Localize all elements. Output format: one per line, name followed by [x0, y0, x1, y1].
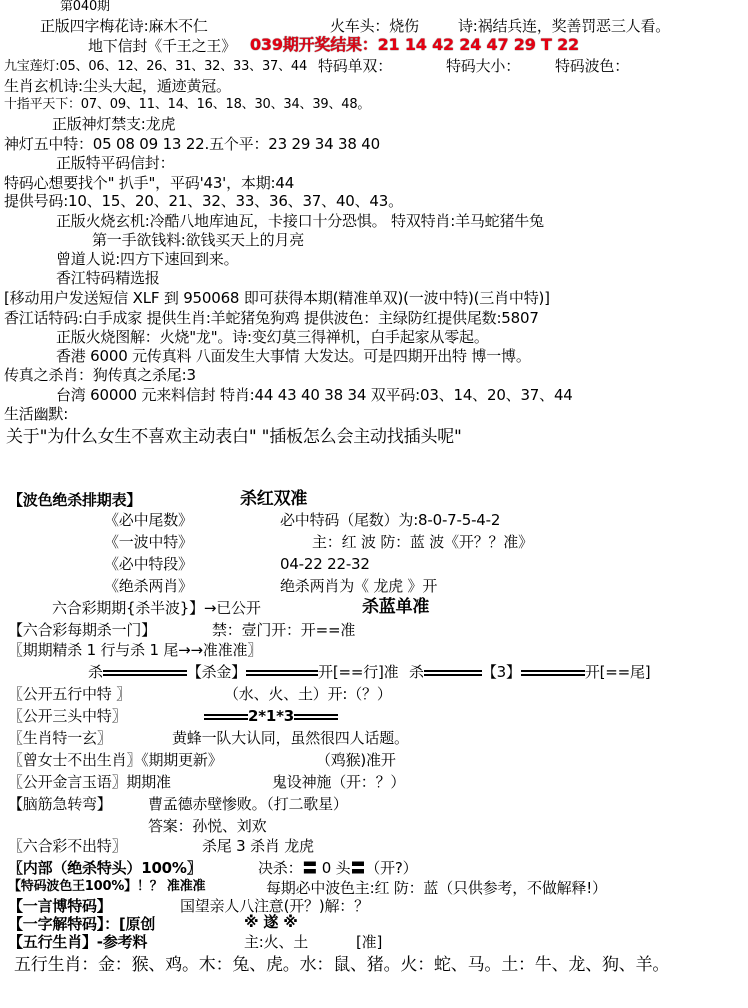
- size-label: 特码大小：: [446, 57, 521, 75]
- one-word-bet-value: 国望亲人八注意(开？)解：？: [180, 897, 369, 915]
- taiwan-envelope: 台湾 60000 元来料信封 特肖:44 43 40 38 34 双平码:03、14、20、37、44: [56, 386, 573, 404]
- three-heads-value: 2*1*3: [204, 708, 338, 725]
- draw-result-banner: 039期开奖结果：21 14 42 24 47 29 T 22: [250, 35, 579, 54]
- three-heads-title: 〖公开三头中特〗: [8, 707, 127, 725]
- five-zodiac-accurate: [准]: [356, 933, 383, 951]
- wave-value: 主：红 波 防：蓝 波《开？？准》: [312, 533, 533, 551]
- half-wave-line: 六合彩期期{杀半波}】→已公开: [52, 599, 261, 617]
- internal-kill-value: 决杀：〓 0 头〓（开?）: [258, 859, 418, 877]
- sms-promo: [移动用户发送短信 XLF 到 950068 即可获得本期(精准单双)(一波中特)(三肖中特)]: [4, 289, 550, 307]
- kill-door-title: 【六合彩每期杀一门】: [8, 621, 157, 639]
- first-hand-riddle: 第一手欲钱料:欲钱买天上的月亮: [92, 231, 305, 249]
- plum-poem: 正版四字梅花诗:麻木不仁: [40, 17, 208, 35]
- issue-number: 第040期: [60, 0, 110, 14]
- wave-king-value: 每期必中波色主:红 防：蓝（只供参考，不做解释!）: [266, 879, 607, 897]
- train-head: 火车头：烧伤: [330, 17, 419, 35]
- no-special-value: 杀尾 3 杀肖 龙虎: [202, 837, 314, 855]
- five-elements-title: 〖公开五行中特 〗: [8, 685, 131, 703]
- kill-blue-label: 杀蓝单准: [362, 597, 430, 617]
- kill-red-label: 杀红双准: [240, 489, 308, 509]
- five-elements-value: （水、火、土）开:（？）: [224, 685, 392, 703]
- brain-teaser-question: 曹孟德赤壁惨败。（打二歌星）: [148, 795, 348, 813]
- zodiac-mystery-value: 黄蜂一队大认同，虽然很四人话题。: [172, 729, 409, 747]
- segment-title: 《必中特段》: [104, 555, 193, 573]
- pickpocket-line: 特码心想要找个" 扒手"，平码'43'，本期:44: [4, 174, 295, 192]
- flat-code-envelope: 正版特平码信封：: [56, 154, 175, 172]
- wave-title: 《一波中特》: [104, 533, 193, 551]
- one-word-bet-title: 【一言博特码】: [8, 897, 112, 915]
- hongkong-talk: 香江话特码:白手成家 提供生肖:羊蛇猪兔狗鸡 提供波色：主绿防红提供尾数:5807: [4, 309, 539, 327]
- provided-numbers: 提供号码:10、15、20、21、32、33、36、37、40、43。: [4, 192, 403, 210]
- one-char-title: 【一字解特码】：[原创: [8, 915, 156, 933]
- double-rule: [521, 670, 585, 676]
- ten-fingers: 十指平天下：07、09、11、14、16、18、30、34、39、48。: [4, 97, 371, 112]
- brain-teaser-answer: 答案：孙悦、刘欢: [148, 817, 267, 835]
- taoist-saying: 曾道人说:四方下速回到来。: [56, 250, 239, 268]
- nine-lotus-lamp: 九宝莲灯:05、06、12、26、31、32、33、37、44: [4, 59, 308, 74]
- golden-words-title: 〖公开金言玉语〗期期准: [8, 773, 171, 791]
- five-zodiac-main: 主:火、土: [244, 933, 309, 951]
- internal-kill-title: 〖内部（绝杀特头）100%〗: [8, 859, 202, 877]
- fire-mystery: 正版火烧玄机:冷酷八地库迪瓦，卡接口十分恐惧。 特双特肖:羊马蛇猪牛兔: [56, 212, 544, 230]
- double-rule: [424, 670, 482, 676]
- poem-line: 诗:祸结兵连，奖善罚恶三人看。: [458, 17, 671, 35]
- element-tail-title: 〖期期精杀 1 行与杀 1 尾→→准准准〗: [8, 641, 263, 659]
- segment-value: 04-22 22-32: [280, 555, 370, 573]
- wave-king-title: 【特码波色王100%】！？ 准准准: [8, 879, 206, 894]
- underground-envelope: 地下信封《千王之王》: [88, 37, 237, 55]
- wave-color-label: 特码波色：: [555, 57, 630, 75]
- hongkong-report: 香江特码精选报: [56, 269, 160, 287]
- lamp-forbidden: 正版神灯禁支:龙虎: [52, 115, 176, 133]
- ms-zeng-value: （鸡猴)准开: [316, 751, 396, 769]
- lamp-five-special: 神灯五中特：05 08 09 13 22.五个平：23 29 34 38 40: [4, 135, 380, 153]
- one-char-value: ※ 遂 ※: [244, 913, 298, 931]
- double-rule: [246, 670, 318, 676]
- fire-illustration: 正版火烧图解：火烧"龙"。诗:变幻莫三得禅机，白手起家从零起。: [56, 328, 489, 346]
- humor-joke: 关于"为什么女生不喜欢主动表白" "插板怎么会主动找插头呢": [6, 427, 462, 447]
- double-rule: [294, 714, 338, 720]
- kill-two-value: 绝杀两肖为《 龙虎 》开: [280, 577, 438, 595]
- five-zodiac-table: 五行生肖：金：猴、鸡。木：兔、虎。水：鼠、猪。火：蛇、马。土：牛、龙、狗、羊。: [14, 955, 670, 975]
- humor-label: 生活幽默:: [4, 405, 69, 423]
- ms-zeng-title: 〖曾女士不出生肖〗《期期更新》: [8, 751, 223, 769]
- kill-two-title: 《绝杀两肖》: [104, 577, 193, 595]
- fax-kill: 传真之杀肖：狗传真之杀尾:3: [4, 366, 196, 384]
- double-rule: [103, 670, 187, 676]
- golden-words-value: 鬼设神施（开：？）: [272, 773, 406, 791]
- odd-even-label: 特码单双：: [318, 57, 393, 75]
- hk-fax-line: 香港 6000 元传真料 八面发生大事情 大发达。可是四期开出特 博一博。: [56, 347, 531, 365]
- tail-value: 必中特码（尾数）为:8-0-7-5-4-2: [280, 511, 501, 529]
- kill-row: 杀 【杀金】 开[==行]准 杀 【3】 开[==尾]: [88, 663, 651, 681]
- wave-table-title: 【波色绝杀排期表】: [8, 491, 142, 509]
- five-zodiac-title: 【五行生肖】-参考料: [8, 933, 148, 951]
- tail-title: 《必中尾数》: [104, 511, 193, 529]
- no-special-title: 〖六合彩不出特〗: [8, 837, 127, 855]
- brain-teaser-title: 【脑筋急转弯】: [8, 795, 112, 813]
- double-rule: [204, 714, 248, 720]
- kill-door-value: 禁：壹门开：开==准: [212, 621, 356, 639]
- zodiac-poem: 生肖玄机诗:尘头大起，遁迹黄冠。: [4, 77, 231, 95]
- zodiac-mystery-title: 〖生肖特一玄〗: [8, 729, 112, 747]
